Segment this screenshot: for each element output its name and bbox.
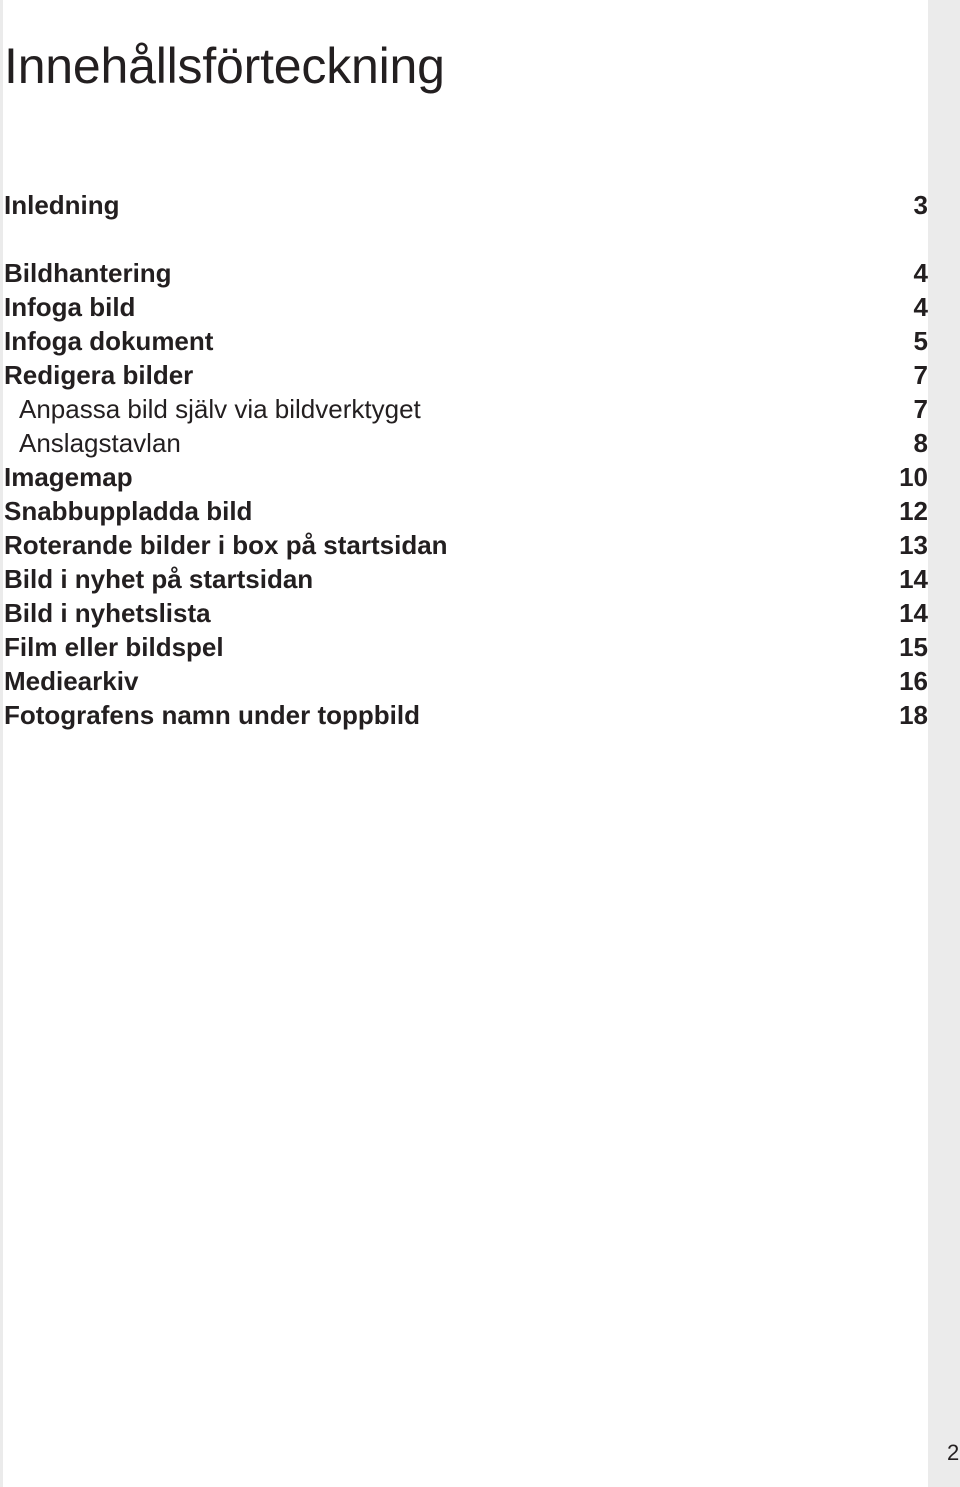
toc-entry-infoga-dokument[interactable] <box>4 324 928 358</box>
toc-subentry-anpassa-bild[interactable] <box>19 392 928 426</box>
toc-entry-bild-i-nyhet[interactable] <box>4 562 928 596</box>
toc-entry-label: Infoga bild <box>4 291 136 322</box>
toc-entry-label: Inledning <box>4 189 120 220</box>
toc-entry-film-eller-bildspel[interactable] <box>4 630 928 664</box>
page-right-margin <box>928 0 960 1487</box>
toc-entry-label: Bildhantering <box>4 257 172 288</box>
toc-entry-label: Mediearkiv <box>4 665 139 696</box>
toc-subentry-anslagstavlan[interactable] <box>19 426 928 460</box>
toc-entry-page: 10 <box>899 461 928 492</box>
toc-entry-page: 13 <box>899 529 928 560</box>
page-edge-strip <box>0 0 3 1487</box>
toc-entry-redigera-bilder[interactable] <box>4 358 928 392</box>
toc-entry-roterande-bilder[interactable] <box>4 528 928 562</box>
toc-entry-page: 3 <box>913 189 928 220</box>
toc-entry-label: Snabbuppladda bild <box>4 495 253 526</box>
toc-entry-page: 4 <box>913 291 928 322</box>
page-title: Innehållsförteckning <box>4 38 445 94</box>
toc-entry-page: 18 <box>899 699 928 730</box>
toc-entry-page: 14 <box>899 597 928 628</box>
toc-entry-page: 8 <box>913 427 928 458</box>
toc-entry-page: 16 <box>899 665 928 696</box>
toc-entry-mediearkiv[interactable] <box>4 664 928 698</box>
toc-entry-label: Bild i nyhetslista <box>4 597 211 628</box>
toc-entry-inledning[interactable] <box>4 188 928 222</box>
toc-entry-label: Anpassa bild själv via bildverktyget <box>19 393 421 424</box>
toc-entry-fotografens-namn[interactable] <box>4 698 928 732</box>
toc-entry-page: 4 <box>913 257 928 288</box>
page-number: 2 <box>947 1440 960 1465</box>
toc-entry-label: Redigera bilder <box>4 359 194 390</box>
toc-entry-bild-i-nyhetslista[interactable] <box>4 596 928 630</box>
toc-entry-label: Imagemap <box>4 461 133 492</box>
toc-entry-page: 15 <box>899 631 928 662</box>
toc-entry-label: Roterande bilder i box på startsidan <box>4 529 448 560</box>
toc-entry-label: Bild i nyhet på startsidan <box>4 563 314 594</box>
toc-entry-label: Fotografens namn under toppbild <box>4 699 420 730</box>
toc-entry-page: 7 <box>913 359 928 390</box>
toc-entry-label: Anslagstavlan <box>19 427 181 458</box>
toc-entry-page: 12 <box>899 495 928 526</box>
toc-entry-label: Film eller bildspel <box>4 631 224 662</box>
toc-entry-infoga-bild[interactable] <box>4 290 928 324</box>
toc-entry-page: 14 <box>899 563 928 594</box>
toc-entry-imagemap[interactable] <box>4 460 928 494</box>
toc-entry-page: 7 <box>913 393 928 424</box>
toc-entry-label: Infoga dokument <box>4 325 214 356</box>
toc-entry-page: 5 <box>913 325 928 356</box>
toc-entry-snabbuppladda-bild[interactable] <box>4 494 928 528</box>
toc-entry-bildhantering[interactable] <box>4 256 928 290</box>
